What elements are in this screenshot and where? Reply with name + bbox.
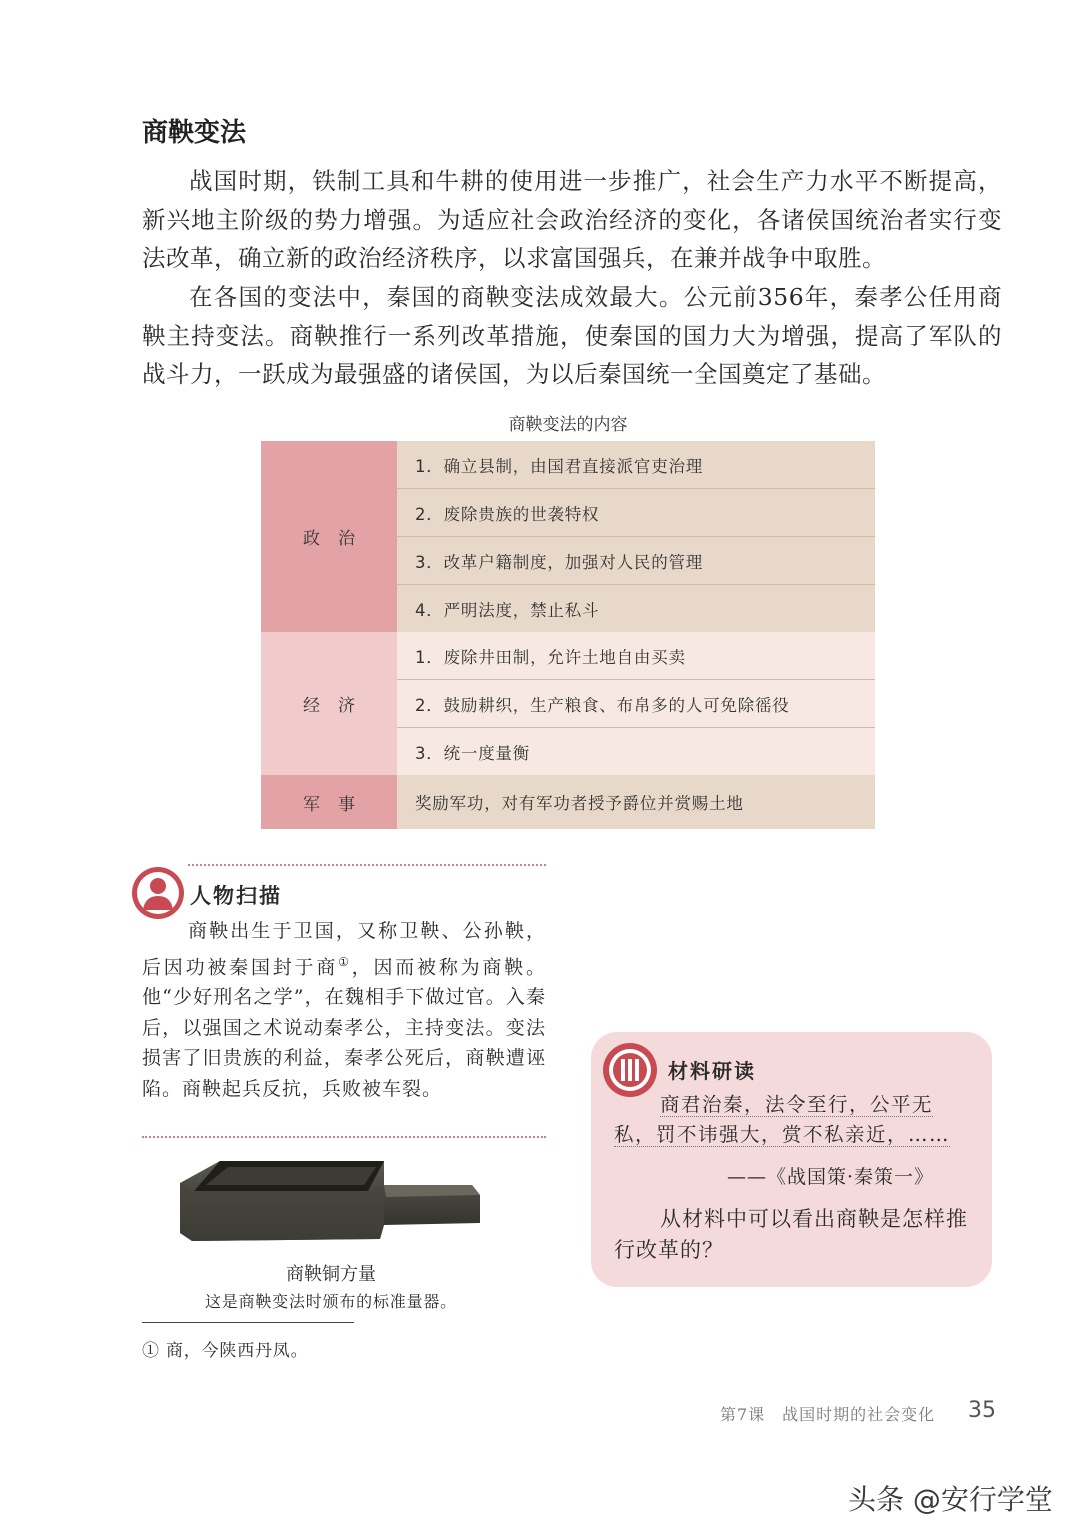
material-quote [614,1090,974,1150]
table-cell: 奖励军功，对有军功者授予爵位并赏赐土地 [397,775,875,829]
table-cell: 2．鼓励耕织，生产粮食、布帛多的人可免除徭役 [397,680,875,728]
person-text-part-1: 商鞅出生于卫国，又称卫鞅、公孙鞅，后因功被秦国封于商 [142,920,546,978]
table-row [261,632,875,680]
footnote: ① 商，今陕西丹凤。 [142,1341,309,1361]
reform-table [261,441,875,829]
person-scan-heading: 人物扫描 [190,884,282,908]
page-number: 35 [968,1398,996,1423]
table-cell: 4．严明法度，禁止私斗 [397,585,875,633]
dotted-divider-top [188,864,546,866]
table-cell: 3．统一度量衡 [397,728,875,776]
table-cell: 1．废除井田制，允许土地自由买卖 [397,632,875,680]
material-source: ——《战国策·秦策一》 [726,1166,934,1188]
table-caption: 商鞅变法的内容 [508,415,628,435]
category-economic: 经济 [261,632,397,775]
table-row [261,775,875,829]
person-text-part-2: ，因而被称为商鞅。他“少好刑名之学”，在魏相手下做过官。入秦后，以强国之术说动秦孝公，主持变法。变法损害了旧贵族的利益，秦孝公死后，商鞅遭诬陷。商鞅起兵反抗，兵败被车裂。 [142,955,546,1100]
table-cell: 3．改革户籍制度，加强对人民的管理 [397,537,875,585]
table-row [261,441,875,489]
table-cell: 1．确立县制，由国君直接派官吏治理 [397,441,875,489]
footnote-marker: ① [338,954,352,969]
dotted-divider-bottom [142,1136,546,1138]
person-scan-text [142,916,546,1104]
footnote-divider [142,1322,354,1323]
material-question: 从材料中可以看出商鞅是怎样推行改革的？ [614,1207,968,1262]
paragraph-2: 在各国的变法中，秦国的商鞅变法成效最大。公元前356年，秦孝公任用商鞅主持变法。商鞅推行一系列改革措施，使秦国的国力大为增强，提高了军队的战斗力，一跃成为最强盛的诸侯国，为以后秦国统一全国奠定了基础。 [142,283,1002,388]
image-caption-subtitle: 这是商鞅变法时颁布的标准量器。 [204,1292,457,1311]
image-caption-title: 商鞅铜方量 [286,1264,376,1285]
category-political: 政治 [261,441,397,632]
category-military: 军事 [261,775,397,829]
section-title: 商鞅变法 [142,118,247,148]
table-cell: 2．废除贵族的世袭特权 [397,489,875,537]
footer-lesson-title: 第7课 战国时期的社会变化 [720,1405,936,1424]
paragraph-1: 战国时期，铁制工具和牛耕的使用进一步推广，社会生产力水平不断提高，新兴地主阶级的势力增强。为适应社会政治经济的变化，各诸侯国统治者实行变法改革，确立新的政治经济秩序，以求富国强兵，在兼并战争中取胜。 [142,167,1002,272]
bronze-measure-image [172,1155,487,1247]
person-icon [131,866,185,920]
material-quote-text: 商君治秦，法令至行，公平无私，罚不讳强大，赏不私亲近，…… [614,1093,951,1146]
material-reading-heading: 材料研读 [668,1059,756,1083]
watermark: 头条 @安行学堂 [848,1483,1053,1516]
